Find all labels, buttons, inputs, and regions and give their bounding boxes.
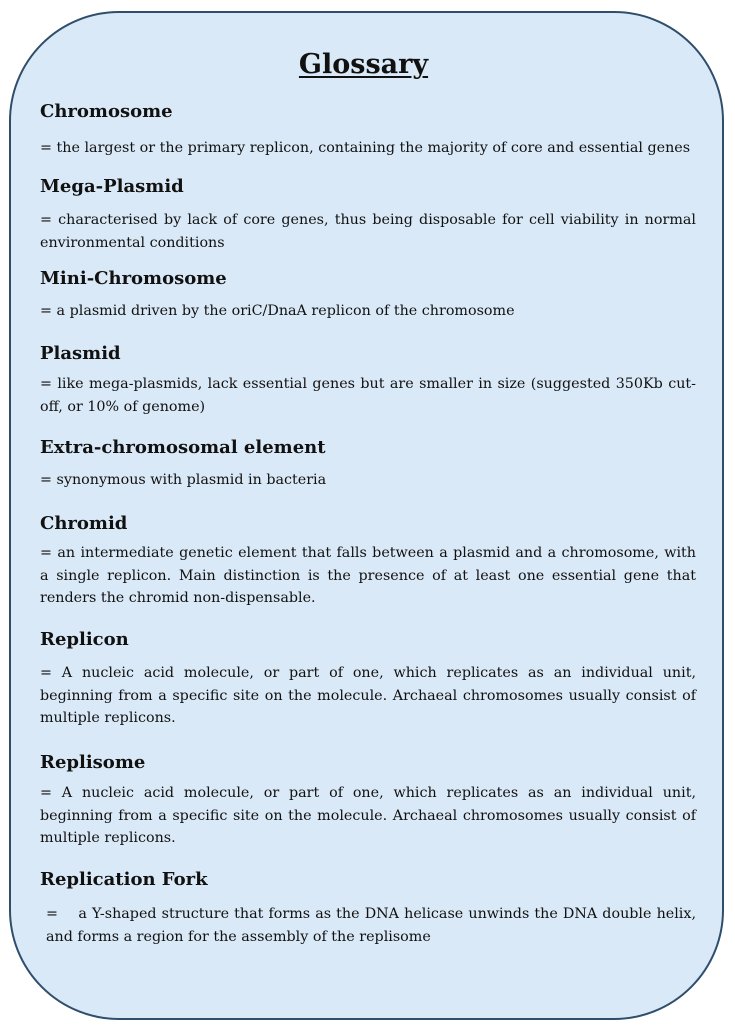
term-plasmid: Plasmid <box>40 343 121 364</box>
term-chromid: Chromid <box>40 513 128 534</box>
term-extra-chromosomal-element: Extra-chromosomal element <box>40 437 326 458</box>
term-replicon: Replicon <box>40 629 129 650</box>
definition-replisome: = A nucleic acid molecule, or part of one, which replicates as an individual unit, beginning from a specific site on the molecule. Archaeal chromosomes usually consist of multiple replicons. <box>40 785 696 846</box>
definition-chromosome: = the largest or the primary replicon, containing the majority of core and essential genes <box>40 140 691 156</box>
term-mega-plasmid: Mega-Plasmid <box>40 176 184 197</box>
definition-plasmid: = like mega-plasmids, lack essential genes but are smaller in size (suggested 350Kb cut-off, or 10% of genome) <box>40 376 696 415</box>
definition-replication-fork: = a Y-shaped structure that forms as the DNA helicase unwinds the DNA double helix, and forms a region for the assembly of the replisome <box>46 906 701 945</box>
glossary-title: Glossary <box>298 49 429 80</box>
term-chromosome: Chromosome <box>40 101 173 122</box>
definition-extra-chromosomal-element: = synonymous with plasmid in bacteria <box>40 472 327 488</box>
definition-replicon: = A nucleic acid molecule, or part of one, which replicates as an individual unit, beginning from a specific site on the molecule. Archaeal chromosomes usually consist of multiple replicons. <box>40 665 696 726</box>
term-replication-fork: Replication Fork <box>40 869 208 890</box>
definition-chromid: = an intermediate genetic element that falls between a plasmid and a chromosome, with a single replicon. Main distinction is the presence of at least one essential gene that renders the chromid non-dispensable. <box>40 545 696 606</box>
term-replisome: Replisome <box>40 752 146 773</box>
definition-mini-chromosome: = a plasmid driven by the oriC/DnaA replicon of the chromosome <box>40 303 515 319</box>
glossary-panel <box>9 11 724 1020</box>
term-mini-chromosome: Mini-Chromosome <box>40 268 227 289</box>
definition-mega-plasmid: = characterised by lack of core genes, thus being disposable for cell viability in normal environmental conditions <box>40 212 696 251</box>
